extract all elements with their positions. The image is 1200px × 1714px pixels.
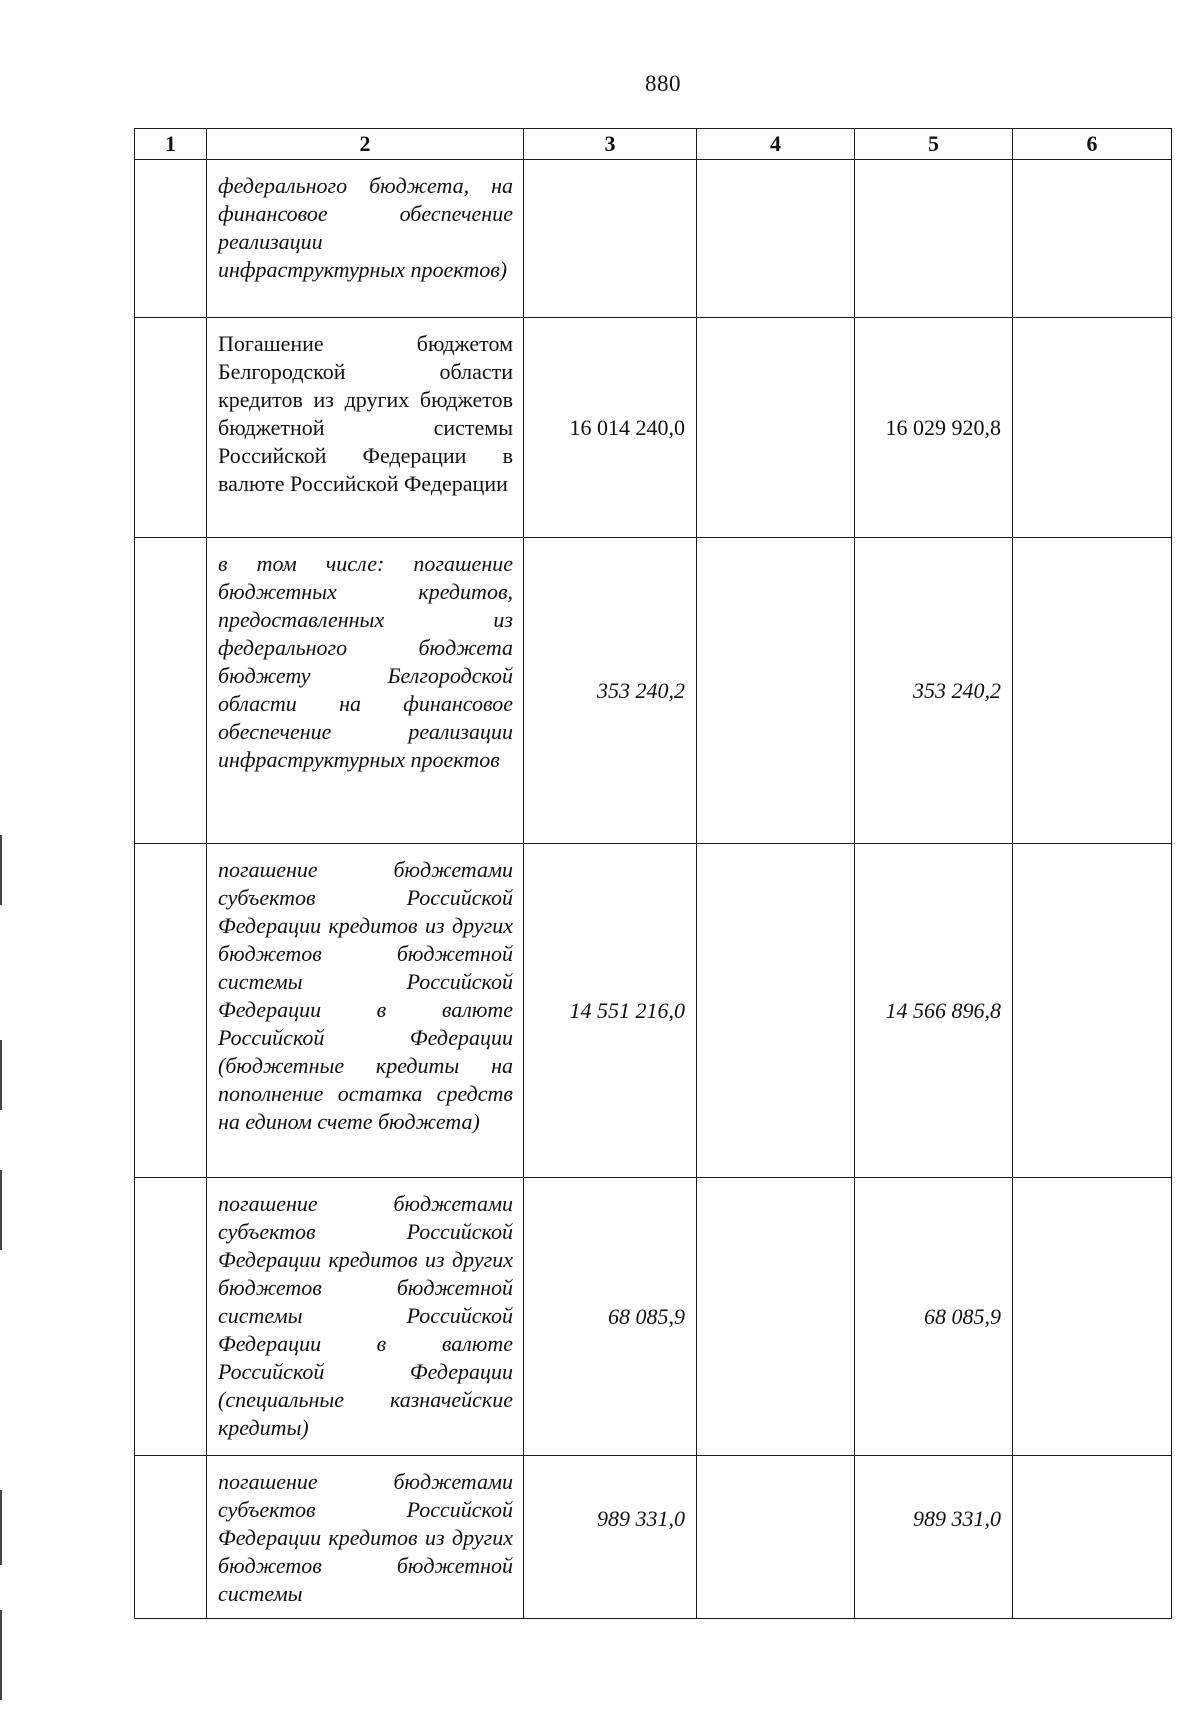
cell-col5: 989 331,0 <box>855 1456 1013 1619</box>
cell-col5 <box>855 160 1013 318</box>
scan-artifact <box>0 1490 2 1565</box>
cell-col3 <box>524 160 697 318</box>
cell-col3: 68 085,9 <box>524 1178 697 1456</box>
cell-col4 <box>697 1178 855 1456</box>
column-header: 1 <box>135 129 207 160</box>
cell-col1 <box>135 844 207 1178</box>
cell-col3: 14 551 216,0 <box>524 844 697 1178</box>
table-row <box>135 1456 1172 1619</box>
row-description: Погашение бюджетом Белгородской области кредитов из других бюджетов бюджетной системы Российской Федерации в валюте Российской Федерации <box>207 318 524 538</box>
table-row <box>135 318 1172 538</box>
cell-col4 <box>697 1456 855 1619</box>
scan-artifact <box>0 1170 2 1250</box>
column-header: 2 <box>207 129 524 160</box>
cell-col6 <box>1013 1178 1172 1456</box>
column-header: 4 <box>697 129 855 160</box>
cell-col5: 353 240,2 <box>855 538 1013 844</box>
scan-artifact <box>0 1610 2 1700</box>
cell-col6 <box>1013 318 1172 538</box>
cell-col1 <box>135 1178 207 1456</box>
table-header-row <box>135 129 1172 160</box>
cell-col4 <box>697 538 855 844</box>
row-description: погашение бюджетами субъектов Российской Федерации кредитов из других бюджетов бюджетной системы <box>207 1456 524 1619</box>
column-header: 5 <box>855 129 1013 160</box>
table-row <box>135 160 1172 318</box>
column-header: 6 <box>1013 129 1172 160</box>
cell-col6 <box>1013 1456 1172 1619</box>
budget-table <box>134 128 1172 1619</box>
cell-col5: 16 029 920,8 <box>855 318 1013 538</box>
cell-col4 <box>697 160 855 318</box>
cell-col1 <box>135 538 207 844</box>
table-row <box>135 844 1172 1178</box>
row-description: в том числе: погашение бюджетных кредитов, предоставленных из федерального бюджета бюджету Белгородской области на финансовое обеспечение реализации инфраструктурных проектов <box>207 538 524 844</box>
cell-col1 <box>135 1456 207 1619</box>
cell-col1 <box>135 160 207 318</box>
cell-col4 <box>697 844 855 1178</box>
column-header: 3 <box>524 129 697 160</box>
cell-col3: 16 014 240,0 <box>524 318 697 538</box>
cell-col4 <box>697 318 855 538</box>
row-description: погашение бюджетами субъектов Российской Федерации кредитов из других бюджетов бюджетной системы Российской Федерации в валюте Российской Федерации (бюджетные кредиты на пополнение остатка средств на едином счете бюджета) <box>207 844 524 1178</box>
scan-artifact <box>0 1040 2 1110</box>
cell-col3: 989 331,0 <box>524 1456 697 1619</box>
cell-col6 <box>1013 160 1172 318</box>
cell-col5: 68 085,9 <box>855 1178 1013 1456</box>
cell-col5: 14 566 896,8 <box>855 844 1013 1178</box>
cell-col6 <box>1013 538 1172 844</box>
table-row <box>135 538 1172 844</box>
cell-col3: 353 240,2 <box>524 538 697 844</box>
scan-artifact <box>0 835 2 905</box>
table-row <box>135 1178 1172 1456</box>
row-description: федерального бюджета, на финансовое обеспечение реализации инфраструктурных проектов) <box>207 160 524 318</box>
page-number: 880 <box>645 71 681 96</box>
cell-col1 <box>135 318 207 538</box>
row-description: погашение бюджетами субъектов Российской Федерации кредитов из других бюджетов бюджетной системы Российской Федерации в валюте Российской Федерации (специальные казначейские кредиты) <box>207 1178 524 1456</box>
cell-col6 <box>1013 844 1172 1178</box>
